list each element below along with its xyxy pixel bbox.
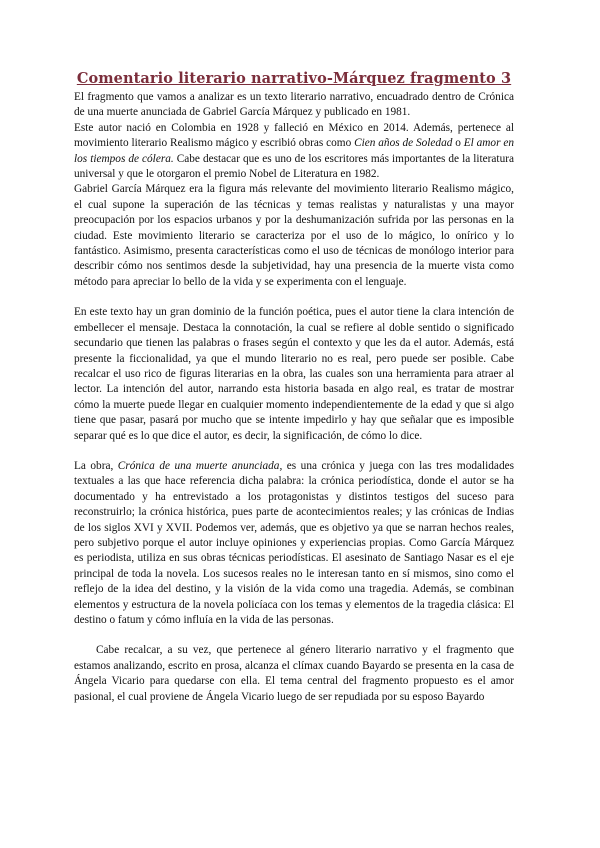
paragraph-poetic-function: En este texto hay un gran dominio de la función poética, pues el autor tiene la clara intención de embellecer el mensaje. Destaca la connotación, la cual se refiere al doble sentido o significado secundario que tienen las palabras o frases según el contexto y que les da el autor. Además, está presente la ficcionalidad, ya que el mundo literario no es real, pero puede ser posible. Cabe recalcar el uso rico de figuras literarias en la obra, las cuales son una herramienta para atraer al lector. La intención del autor, narrando esta historia basada en algo real, es tratar de mostrar cómo la muerte puede llegar en cualquier momento independientemente de la edad y que si algo tiene que pasar, pasará por mucho que se intente impedirlo y hay que señalar que es imposible separar qué es lo que dice el autor, es decir, la significación, de cómo lo dice. [74, 306, 514, 442]
paragraph-chronicle-text-2: es una crónica y juega con las tres modalidades textuales a las que hace referencia dicha palabra: la crónica periodística, donde el autor se ha documentado y ha entrevistado a los protagonistas y distintos testigos del suceso para reconstruirlo; la crónica histórica, pues parte de acontecimientos reales; y las crónicas de Indias de los siglos XVI y XVII. Podemos ver, además, que es objetivo ya que se narran hechos reales, pero subjetivo porque el autor incluye opiniones y experiencias propias. Como García Márquez es periodista, utiliza en sus obras técnicas periodísticas. El asesinato de Santiago Nasar es el eje principal de toda la novela. Los sucesos reales no le interesan tanto en sí mismos, sino como el reflejo de la idea del destino, y la visión de la vida como una tragedia. Además, se combinan elementos y estructura de la novela policíaca con los temas y elementos de la tragedia clásica: El destino o fatum y cómo influía en la vida de las personas. [74, 459, 515, 626]
paragraph-author [74, 121, 514, 183]
page-title: Comentario literario narrativo-Márquez fragmento 3 [76, 70, 512, 87]
paragraph-intro: El fragmento que vamos a analizar es un texto literario narrativo, encuadrado dentro de Crónica de una muerte anunciada de Gabriel García Márquez y publicado en 1981. [74, 91, 514, 119]
paragraph-author-text-2: o [452, 137, 464, 150]
paragraph-genre: Cabe recalcar, a su vez, que pertenece al género literario narrativo y el fragmento que estamos analizando, escrito en prosa, alcanza el clímax cuando Bayardo se presenta en la casa de Ángela Vicario para quedarse con ella. El tema central del fragmento propuesto es el amor pasional, el cual proviene de Ángela Vicario luego de ser repudiada por su esposo Bayardo [74, 644, 514, 703]
work-title-cien-anos: Cien años de Soledad [354, 137, 453, 150]
paragraph-chronicle [74, 459, 514, 628]
paragraph-author-text-3: Cabe destacar que es uno de los escritores más importantes de la literatura universal y que le otorgaron el premio Nobel de Literatura en 1982. [74, 152, 514, 181]
paragraph-chronicle-text-1: La obra, [74, 459, 118, 472]
paragraph-movement: Gabriel García Márquez era la figura más relevante del movimiento literario Realismo mágico, el cual supone la superación de las técnicas y temas realistas y naturalistas y una mayor preocupación por los espacios urbanos y por la deshumanización sufrida por las personas en la ciudad. Este movimiento literario se caracteriza por el uso de lo mágico, lo onírico y lo fantástico. Asimismo, presenta características como el uso de técnicas de monólogo interior para describir cómo nos sentimos desde la subjetividad, hay una presencia de la muerte vista como método para apreciar lo bello de la vida y se experimenta con el lenguaje. [74, 183, 514, 288]
work-title-el-amor: El amor en los tiempos de cólera. [74, 137, 514, 165]
work-title-cronica: Crónica de una muerte anunciada, [117, 459, 283, 472]
paragraph-author-text-1: Este autor nació en Colombia en 1928 y falleció en México en 2014. Además, pertenece al movimiento literario Realismo mágico y escribió obras como [74, 121, 514, 150]
